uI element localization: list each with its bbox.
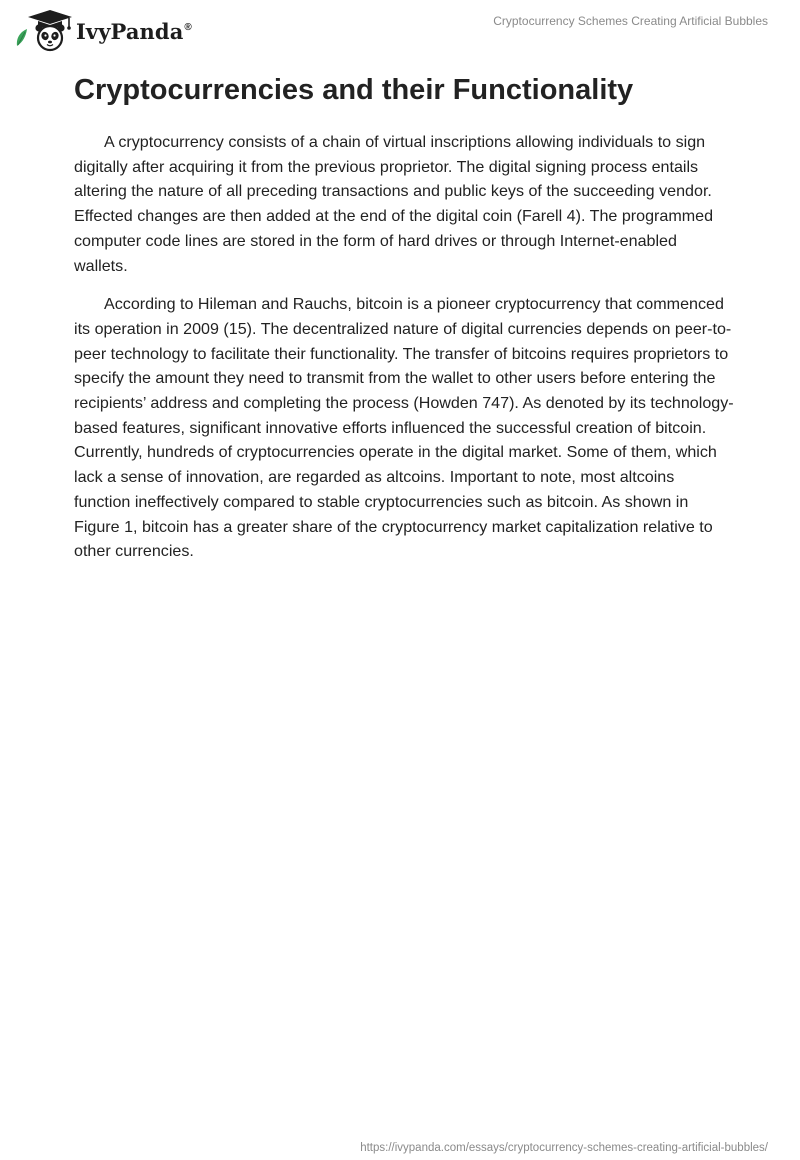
paragraph: A cryptocurrency consists of a chain of virtual inscriptions allowing individuals to sign digitally after acquiring it from the previous proprietor. The digital signing process entails altering the nature of all preceding transactions and public keys of the succeeding vendor. Effected changes are then added at the end of the digital coin (Farell 4). The programmed computer code lines are stored in the form of hard drives or through Internet-enabled wallets. xyxy=(74,133,714,275)
paragraph: According to Hileman and Rauchs, bitcoin is a pioneer cryptocurrency that commenced its operation in 2009 (15). The decentralized nature of digital currencies depends on peer-to-peer technology to facilitate their functionality. The transfer of bitcoins requires proprietors to specify the amount they need to transmit from the wallet to other users before entering the recipients’ address and completing the process (Howden 747). As denoted by its technology-based features, significant innovative efforts influenced the successful creation of bitcoin. Currently, hundreds of cryptocurrencies operate in the digital market. Some of them, which lack a sense of innovation, are regarded as altcoins. Important to note, most altcoins function ineffectively compared to stable cryptocurrencies such as bitcoin. As shown in Figure 1, bitcoin has a greater share of the cryptocurrency market capitalization relative to other currencies. xyxy=(74,295,734,561)
section-heading: Cryptocurrencies and their Functionality xyxy=(74,74,634,106)
source-url[interactable]: https://ivypanda.com/essays/cryptocurrency-schemes-creating-artificial-bubbles/ xyxy=(360,1142,768,1154)
panda-logo-icon xyxy=(14,8,74,52)
page-header xyxy=(0,0,800,60)
running-title: Cryptocurrency Schemes Creating Artificial Bubbles xyxy=(493,14,768,28)
logo-wordmark: IvyPanda® xyxy=(76,18,192,44)
ivypanda-logo[interactable] xyxy=(14,8,192,52)
article-content xyxy=(74,70,734,578)
